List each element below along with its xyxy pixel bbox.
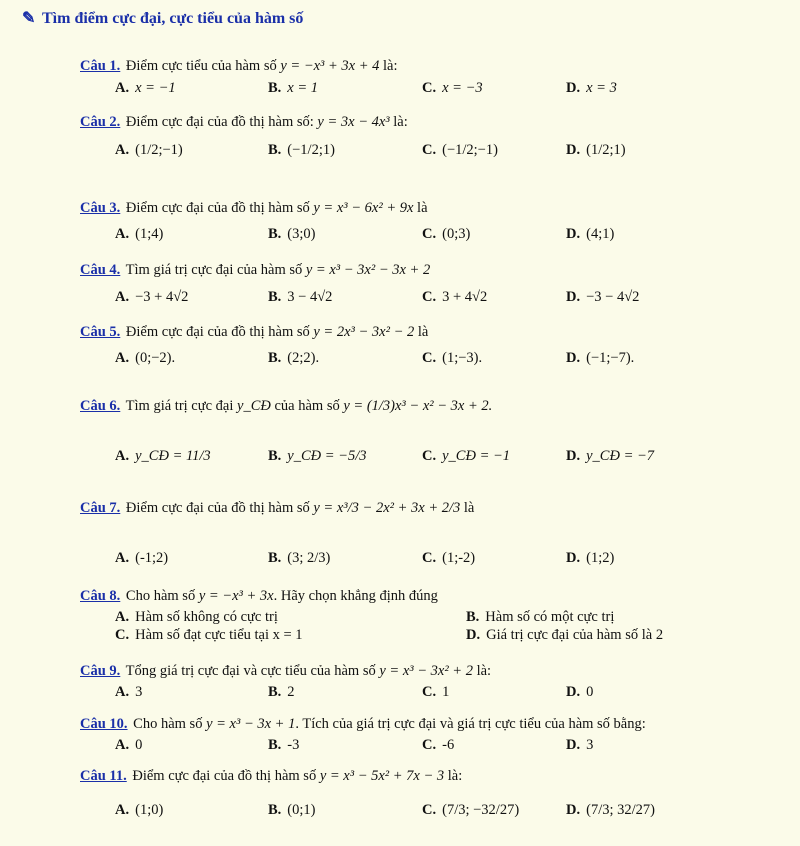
option-b[interactable]: B. (3; 2/3): [268, 550, 331, 566]
question-6: [80, 398, 492, 415]
option-b[interactable]: B. (0;1): [268, 802, 316, 818]
option-a[interactable]: A. −3 + 4√2: [115, 289, 189, 305]
option-a[interactable]: A. (1;4): [115, 226, 164, 242]
question-formula: y = x³ − 3x + 1: [206, 716, 296, 732]
question-label: Câu 5.: [80, 324, 121, 340]
question-text-2: của hàm số: [274, 398, 340, 414]
option-b[interactable]: B. y_CĐ = −5/3: [268, 448, 367, 464]
option-c[interactable]: C. Hàm số đạt cực tiểu tại x = 1: [115, 627, 303, 643]
question-label: Câu 6.: [80, 398, 121, 414]
option-c[interactable]: C. (−1/2;−1): [422, 142, 498, 158]
question-8: [80, 588, 438, 605]
question-label: Câu 7.: [80, 500, 121, 516]
title-text: Tìm điểm cực đại, cực tiểu của hàm số: [42, 10, 304, 27]
option-b[interactable]: B. (2;2).: [268, 350, 320, 366]
question-text: Điểm cực đại của đồ thị hàm số: [125, 200, 310, 216]
question-label: Câu 4.: [80, 262, 121, 278]
option-c[interactable]: C. (0;3): [422, 226, 471, 242]
option-a[interactable]: A. (1/2;−1): [115, 142, 183, 158]
question-label: Câu 3.: [80, 200, 121, 216]
option-a[interactable]: A. Hàm số không có cực trị: [115, 609, 278, 625]
question-text: Điểm cực đại của đồ thị hàm số: [125, 324, 310, 340]
option-c[interactable]: C. -6: [422, 737, 455, 753]
option-d[interactable]: D. −3 − 4√2: [566, 289, 640, 305]
option-d[interactable]: D. Giá trị cực đại của hàm số là 2: [466, 627, 664, 643]
question-tail: là: [417, 324, 429, 340]
pencil-icon: ✎: [22, 10, 36, 27]
option-c[interactable]: C. 1: [422, 684, 450, 700]
option-c[interactable]: C. (1;-2): [422, 550, 476, 566]
option-d[interactable]: D. (1;2): [566, 550, 615, 566]
option-c[interactable]: C. (7/3; −32/27): [422, 802, 520, 818]
question-1: [80, 58, 398, 75]
question-tail: . Tích của giá trị cực đại và giá trị cực tiểu của hàm số bằng:: [295, 716, 646, 732]
question-formula: y = x³ − 6x² + 9x: [313, 200, 414, 216]
question-formula: y = 3x − 4x³: [317, 114, 390, 130]
question-formula: y = −x³ + 3x + 4: [280, 58, 380, 74]
question-text: Điểm cực đại của đồ thị hàm số: [132, 768, 317, 784]
question-formula: y_CĐ: [237, 398, 271, 414]
question-formula: y = x³ − 3x² − 3x + 2: [305, 262, 431, 278]
question-7: [80, 500, 474, 517]
page-title: [22, 8, 303, 28]
question-formula: y = 2x³ − 3x² − 2: [313, 324, 415, 340]
question-text: Tìm giá trị cực đại: [125, 398, 234, 414]
option-d[interactable]: D. y_CĐ = −7: [566, 448, 655, 464]
question-label: Câu 2.: [80, 114, 121, 130]
question-9: [80, 663, 491, 680]
option-a[interactable]: A. y_CĐ = 11/3: [115, 448, 211, 464]
option-a[interactable]: A. (-1;2): [115, 550, 169, 566]
option-a[interactable]: A. (1;0): [115, 802, 164, 818]
option-b[interactable]: B. 3 − 4√2: [268, 289, 333, 305]
question-label: Câu 1.: [80, 58, 121, 74]
question-formula: y = x³/3 − 2x² + 3x + 2/3: [313, 500, 461, 516]
option-c[interactable]: C. y_CĐ = −1: [422, 448, 511, 464]
question-label: Câu 8.: [80, 588, 121, 604]
question-tail: là:: [447, 768, 463, 784]
question-label: Câu 9.: [80, 663, 121, 679]
question-tail: là:: [476, 663, 492, 679]
question-formula: y = x³ − 3x² + 2: [379, 663, 473, 679]
question-formula-2: y = (1/3)x³ − x² − 3x + 2.: [343, 398, 493, 414]
option-c[interactable]: C. x = −3: [422, 80, 483, 96]
option-a[interactable]: A. 0: [115, 737, 143, 753]
question-formula: y = −x³ + 3x: [198, 588, 274, 604]
option-a[interactable]: A. x = −1: [115, 80, 176, 96]
option-b[interactable]: B. (−1/2;1): [268, 142, 335, 158]
option-b[interactable]: B. (3;0): [268, 226, 316, 242]
option-d[interactable]: D. x = 3: [566, 80, 617, 96]
question-formula: y = x³ − 5x² + 7x − 3: [319, 768, 445, 784]
option-a[interactable]: A. 3: [115, 684, 143, 700]
question-tail: . Hãy chọn khẳng định đúng: [273, 588, 438, 604]
option-c[interactable]: C. 3 + 4√2: [422, 289, 488, 305]
option-b[interactable]: B. 2: [268, 684, 295, 700]
question-10: [80, 716, 646, 733]
question-tail: là:: [383, 58, 398, 74]
option-d[interactable]: D. (7/3; 32/27): [566, 802, 655, 818]
option-d[interactable]: D. (−1;−7).: [566, 350, 635, 366]
question-text: Cho hàm số: [133, 716, 203, 732]
option-d[interactable]: D. 3: [566, 737, 594, 753]
option-b[interactable]: B. x = 1: [268, 80, 319, 96]
question-text: Tìm giá trị cực đại của hàm số: [125, 262, 303, 278]
question-text: Tổng giá trị cực đại và cực tiểu của hàm số: [125, 663, 376, 679]
question-4: [80, 262, 430, 279]
question-3: [80, 200, 428, 217]
question-tail: là:: [393, 114, 408, 130]
option-d[interactable]: D. (4;1): [566, 226, 615, 242]
option-a[interactable]: A. (0;−2).: [115, 350, 176, 366]
option-d[interactable]: D. 0: [566, 684, 594, 700]
option-b[interactable]: B. Hàm số có một cực trị: [466, 609, 615, 625]
question-text: Cho hàm số: [125, 588, 196, 604]
question-2: [80, 114, 408, 131]
question-tail: là: [417, 200, 428, 216]
question-label: Câu 10.: [80, 716, 128, 732]
question-text: Điểm cực đại của đồ thị hàm số:: [125, 114, 314, 130]
option-d[interactable]: D. (1/2;1): [566, 142, 626, 158]
question-tail: là: [463, 500, 475, 516]
question-11: [80, 768, 462, 785]
question-text: Điểm cực tiểu của hàm số: [125, 58, 277, 74]
question-5: [80, 324, 428, 341]
option-b[interactable]: B. -3: [268, 737, 300, 753]
question-label: Câu 11.: [80, 768, 127, 784]
question-text: Điểm cực đại của đồ thị hàm số: [125, 500, 310, 516]
option-c[interactable]: C. (1;−3).: [422, 350, 483, 366]
